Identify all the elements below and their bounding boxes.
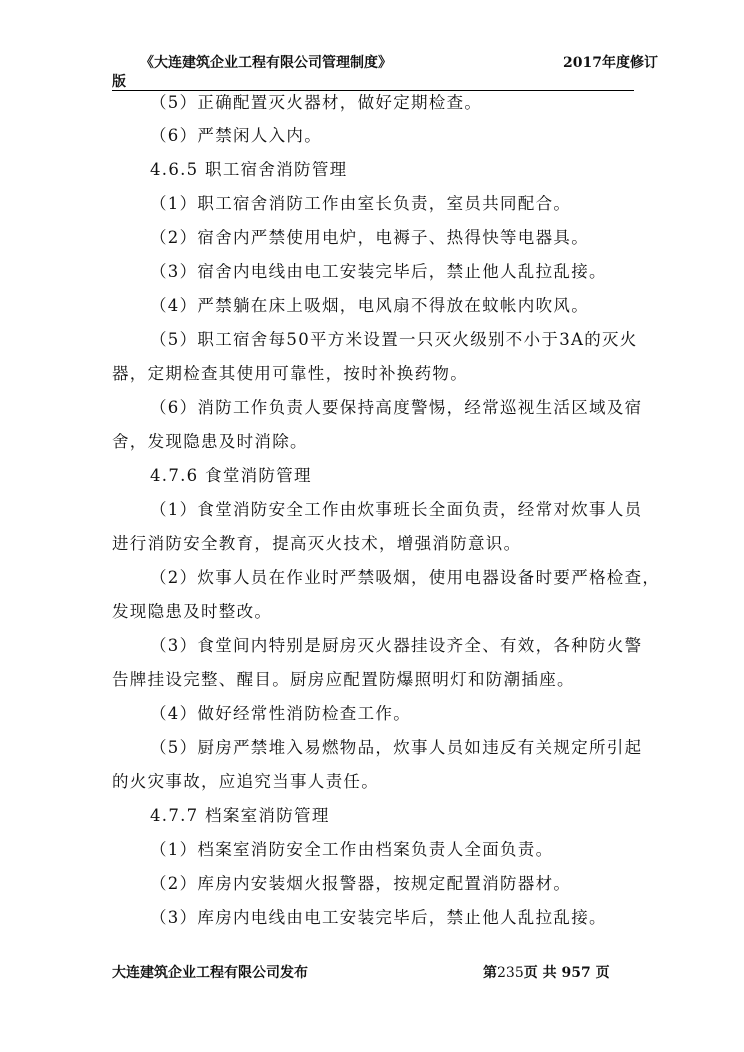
body-line: 发现隐患及时整改。	[112, 602, 273, 621]
page-current: 235	[497, 965, 524, 981]
page-suffix: 页	[595, 965, 610, 981]
header-edition: 2017年度修订	[563, 55, 658, 71]
header-edition-wrap: 版	[112, 74, 126, 90]
body-line: （6）严禁闲人入内。	[150, 126, 322, 145]
body-line: （5）职工宿舍每50平方米设置一只灭火级别不小于3A的灭火	[150, 330, 638, 349]
body-line: （2）库房内安装烟火报警器，按规定配置消防器材。	[150, 874, 572, 893]
body-line: （3）食堂间内特别是厨房灭火器挂设齐全、有效，各种防火警	[150, 636, 643, 655]
body-line: （1）食堂消防安全工作由炊事班长全面负责，经常对炊事人员	[150, 500, 643, 519]
body-line: 告牌挂设完整、醒目。厨房应配置防爆照明灯和防潮插座。	[112, 670, 575, 689]
body-line: 的火灾事故，应追究当事人责任。	[112, 772, 379, 791]
body-line: （6）消防工作负责人要保持高度警惕，经常巡视生活区域及宿	[150, 398, 643, 417]
body-line: （4）严禁躺在床上吸烟，电风扇不得放在蚊帐内吹风。	[150, 296, 589, 315]
body-line: （3）宿舍内电线由电工安装完毕后，禁止他人乱拉乱接。	[150, 262, 607, 281]
page-total: 957	[561, 965, 591, 981]
page-prefix: 第	[483, 965, 497, 981]
section-heading: 4.7.7 档案室消防管理	[150, 806, 330, 825]
body-line: 器，定期检查其使用可靠性，按时补换药物。	[112, 364, 468, 383]
header-divider	[112, 90, 634, 91]
body-line: （1）档案室消防安全工作由档案负责人全面负责。	[150, 840, 554, 859]
header-title: 《大连建筑企业工程有限公司管理制度》	[140, 55, 392, 71]
section-heading: 4.6.5 职工宿舍消防管理	[150, 160, 348, 179]
section-heading: 4.7.6 食堂消防管理	[150, 466, 312, 485]
footer-page-number	[483, 962, 610, 982]
body-line: （2）宿舍内严禁使用电炉，电褥子、热得快等电器具。	[150, 228, 589, 247]
body-line: （5）厨房严禁堆入易燃物品，炊事人员如违反有关规定所引起	[150, 738, 643, 757]
footer-publisher: 大连建筑企业工程有限公司发布	[112, 965, 308, 981]
body-line: （2）炊事人员在作业时严禁吸烟，使用电器设备时要严格检查，	[150, 568, 661, 587]
body-line: （1）职工宿舍消防工作由室长负责，室员共同配合。	[150, 194, 572, 213]
body-line: （5）正确配置灭火器材，做好定期检查。	[150, 93, 483, 112]
body-line: 舍，发现隐患及时消除。	[112, 432, 308, 451]
body-line: （3）库房内电线由电工安装完毕后，禁止他人乱拉乱接。	[150, 908, 607, 927]
body-line: 进行消防安全教育，提高灭火技术，增强消防意识。	[112, 534, 522, 553]
page-mid: 页 共	[523, 965, 557, 981]
body-line: （4）做好经常性消防检查工作。	[150, 704, 411, 723]
